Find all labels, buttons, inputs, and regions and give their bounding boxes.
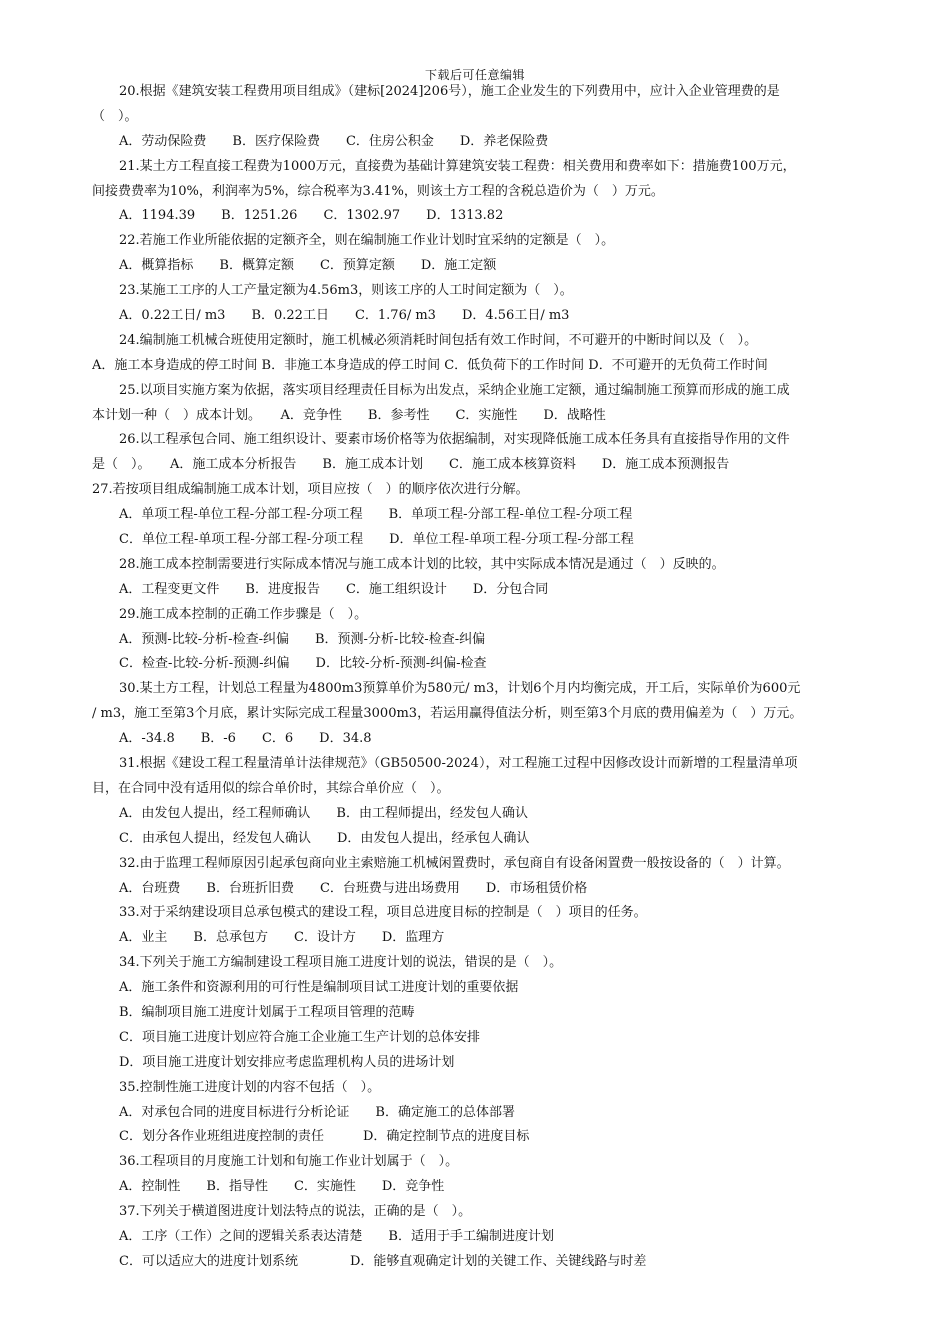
text-line: D．项目施工进度计划安排应考虑监理机构人员的进场计划 xyxy=(119,1054,455,1070)
text-line: A．概算指标 B．概算定额 C．预算定额 D．施工定额 xyxy=(119,258,497,274)
text-line: A．预测-比较-分析-检查-纠偏 B．预测-分析-比较-检查-纠偏 xyxy=(119,631,486,647)
text-line: A．0.22工日/ m3 B．0.22工日 C．1.76/ m3 D．4.56工日/ m3 xyxy=(119,308,570,324)
text-line: A．工程变更文件 B．进度报告 C．施工组织设计 D．分包合同 xyxy=(119,581,549,597)
text-line: 31.根据《建设工程工程量清单计法律规范》（GB50500-2024），对工程施工过程中因修改设计而新增的工程量清单项 xyxy=(119,756,798,772)
text-line: A．对承包合同的进度目标进行分析论证 B．确定施工的总体部署 xyxy=(119,1104,515,1120)
text-line: 35.控制性施工进度计划的内容不包括（ ）。 xyxy=(119,1079,381,1095)
text-line: A．由发包人提出，经工程师确认 B．由工程师提出，经发包人确认 xyxy=(119,805,528,821)
text-line: 32.由于监理工程师原因引起承包商向业主索赔施工机械闲置费时，承包商自有设备闲置费一般按设备的（ ）计算。 xyxy=(119,855,790,871)
text-line: 33.对于采纳建设项目总承包模式的建设工程，项目总进度目标的控制是（ ）项目的任务。 xyxy=(119,905,647,921)
text-line: A．施工本身造成的停工时间 B．非施工本身造成的停工时间 C．低负荷下的工作时间 D．不可避开的无负荷工作时间 xyxy=(92,357,768,373)
text-line: 29.施工成本控制的正确工作步骤是（ ）。 xyxy=(119,606,368,622)
text-line: A．劳动保险费 B．医疗保险费 C．住房公积金 D．养老保险费 xyxy=(119,133,549,149)
text-line: 是（ ）。 A．施工成本分析报告 B．施工成本计划 C．施工成本核算资料 D．施工成本预测报告 xyxy=(92,457,730,473)
text-line: B．编制项目施工进度计划属于工程项目管理的范畴 xyxy=(119,1004,415,1020)
text-line: C．划分各作业班组进度控制的责任 D．确定控制节点的进度目标 xyxy=(119,1129,530,1145)
text-line: C．可以适应大的进度计划系统 D．能够直观确定计划的关键工作、关键线路与时差 xyxy=(119,1253,647,1269)
text-line: 37.下列关于横道图进度计划法特点的说法，正确的是（ ）。 xyxy=(119,1204,472,1220)
text-line: 22.若施工作业所能依据的定额齐全，则在编制施工作业计划时宜采纳的定额是（ ）。 xyxy=(119,233,615,249)
text-line: 34.下列关于施工方编制建设工程项目施工进度计划的说法，错误的是（ ）。 xyxy=(119,955,563,971)
text-line: A．单项工程-单位工程-分部工程-分项工程 B．单项工程-分部工程-单位工程-分项工程 xyxy=(119,507,633,523)
text-line: C．项目施工进度计划应符合施工企业施工生产计划的总体安排 xyxy=(119,1029,480,1045)
text-line: 21.某土方工程直接工程费为1000万元，直接费为基础计算建筑安装工程费：相关费用和费率如下：措施费100万元， xyxy=(119,158,796,174)
text-line: A．工序（工作）之间的逻辑关系表达清楚 B．适用于手工编制进度计划 xyxy=(119,1228,554,1244)
text-line: 20.根据《建筑安装工程费用项目组成》（建标[2024]206号），施工企业发生的下列费用中，应计入企业管理费的是 xyxy=(119,84,780,99)
text-line: C．单位工程-单项工程-分部工程-分项工程 D．单位工程-单项工程-分项工程-分部工程 xyxy=(119,532,634,548)
text-line: 28.施工成本控制需要进行实际成本情况与施工成本计划的比较，其中实际成本情况是通过（ ）反映的。 xyxy=(119,556,725,572)
text-line: 间接费费率为10%，利润率为5%，综合税率为3.41%，则该土方工程的含税总造价为（ ）万元。 xyxy=(92,183,664,199)
text-line: A．-34.8 B．-6 C．6 D．34.8 xyxy=(119,731,372,747)
text-line: 目，在合同中没有适用似的综合单价时，其综合单价应（ ）。 xyxy=(92,780,450,796)
text-line: C．由承包人提出，经发包人确认 D．由发包人提出，经承包人确认 xyxy=(119,830,530,846)
page-header: 下载后可任意编辑 xyxy=(424,68,525,82)
text-line: 30.某土方工程，计划总工程量为4800m3预算单价为580元/ m3，计划6个月内均衡完成，开工后，实际单价为600元 xyxy=(119,681,801,697)
text-line: 25.以项目实施方案为依据，落实项目经理责任目标为出发点，采纳企业施工定额，通过编制施工预算而形成的施工成 xyxy=(119,382,790,398)
text-line: 36.工程项目的月度施工计划和旬施工作业计划属于（ ）。 xyxy=(119,1154,459,1170)
text-line: 23.某施工工序的人工产量定额为4.56m3，则该工序的人工时间定额为（ ）。 xyxy=(119,283,573,299)
text-line: 26.以工程承包合同、施工组织设计、要素市场价格等为依据编制，对实现降低施工成本任务具有直接指导作用的文件 xyxy=(119,432,790,448)
text-line: A．控制性 B．指导性 C．实施性 D．竞争性 xyxy=(119,1179,445,1195)
text-line: A．1194.39 B．1251.26 C．1302.97 D．1313.82 xyxy=(119,208,504,224)
text-line: A．业主 B．总承包方 C．设计方 D．监理方 xyxy=(119,930,445,946)
text-line: C．检查-比较-分析-预测-纠偏 D．比较-分析-预测-纠偏-检查 xyxy=(119,656,487,672)
text-line: 24.编制施工机械合班使用定额时，施工机械必须消耗时间包括有效工作时间，不可避开的中断时间以及（ ）。 xyxy=(119,332,758,348)
text-line: 本计划一种（ ）成本计划。 A．竞争性 B．参考性 C．实施性 D．战略性 xyxy=(92,407,606,423)
text-line: （ ）。 xyxy=(92,108,138,124)
text-line: A．台班费 B．台班折旧费 C．台班费与进出场费用 D．市场租赁价格 xyxy=(119,880,588,896)
text-line: 27.若按项目组成编制施工成本计划，项目应按（ ）的顺序依次进行分解。 xyxy=(92,482,529,498)
text-line: / m3，施工至第3个月底，累计实际完成工程量3000m3，若运用赢得值法分析，则至第3个月底的费用偏差为（ ）万元。 xyxy=(92,706,803,722)
document-body xyxy=(92,80,862,1275)
text-line: A．施工条件和资源利用的可行性是编制项目试工进度计划的重要依据 xyxy=(119,980,519,996)
